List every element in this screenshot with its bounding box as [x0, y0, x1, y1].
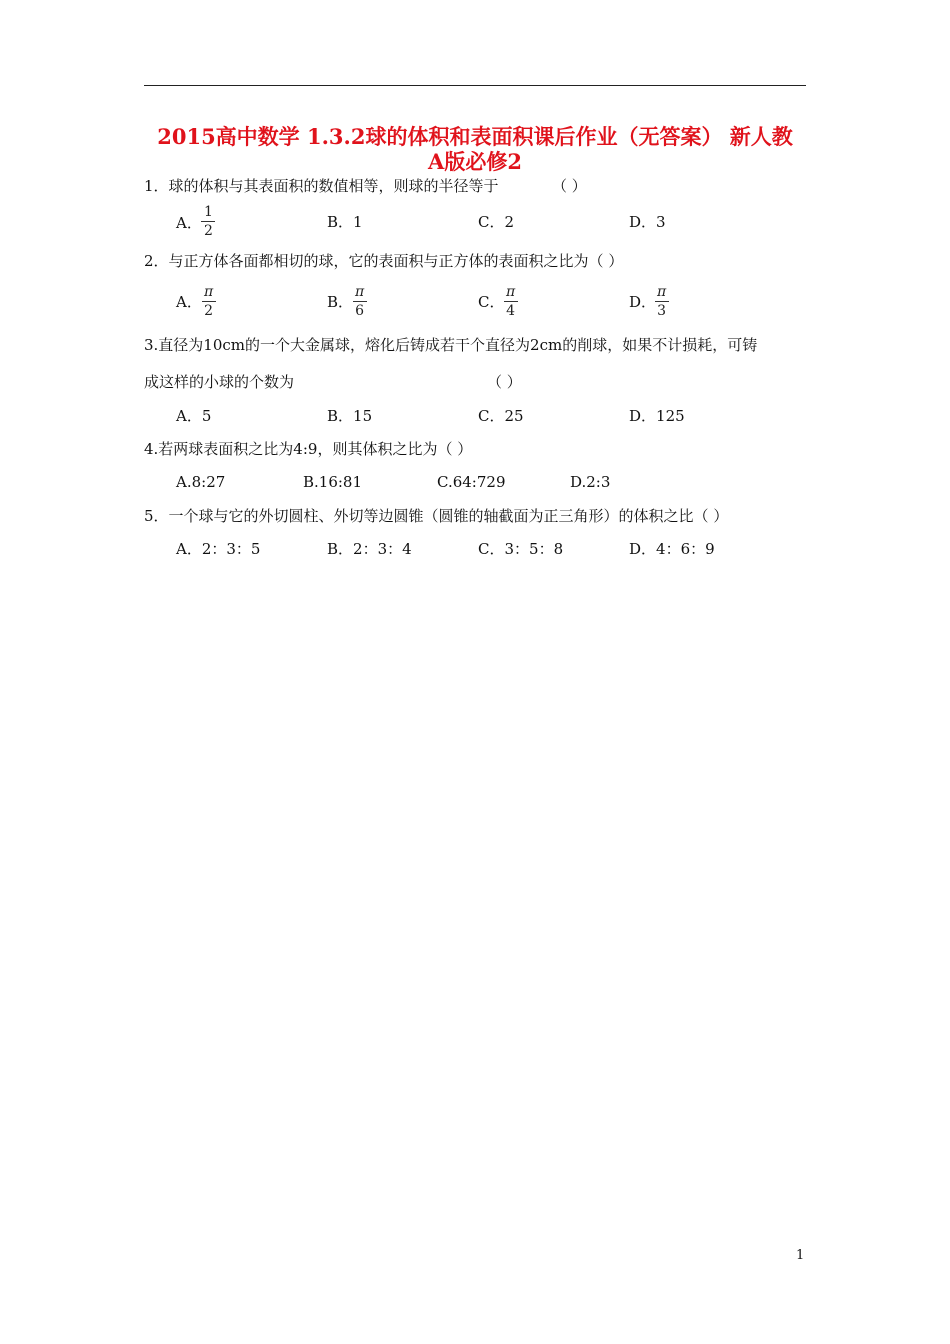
question-1-option-b: B．1	[327, 213, 363, 231]
fraction-numerator: π	[657, 284, 667, 300]
question-4-option-b: B.16:81	[303, 473, 363, 491]
question-1-option-c: C．2	[478, 213, 515, 231]
option-label: D．	[629, 293, 657, 311]
question-4-text: 4.若两球表面积之比为4:9，则其体积之比为（ ）	[144, 440, 473, 458]
question-2-option-b	[327, 291, 353, 312]
question-5-option-c: C．3：5：8	[478, 540, 564, 558]
question-5-option-b: B．2：3：4	[327, 540, 412, 558]
question-2-option-b-fraction	[352, 283, 367, 320]
document-title-line-2: A版必修2	[428, 149, 522, 174]
fraction-denominator: 2	[204, 303, 214, 319]
question-1-text: 1．球的体积与其表面积的数值相等，则球的半径等于	[144, 177, 499, 195]
question-3-option-a: A．5	[176, 407, 212, 425]
option-label: C．	[478, 293, 505, 311]
question-3-option-c: C．25	[478, 407, 524, 425]
document-title-line-1: 2015高中数学 1.3.2球的体积和表面积课后作业（无答案） 新人教	[157, 124, 793, 149]
question-1-option-d: D．3	[629, 213, 666, 231]
question-2-option-a	[176, 291, 202, 312]
question-3-option-b: B．15	[327, 407, 373, 425]
header-rule	[144, 85, 806, 86]
option-label: A．	[176, 214, 202, 232]
question-3-answer-paren: （ ）	[487, 373, 522, 391]
page-number: 1	[796, 1248, 805, 1263]
question-5-option-a: A．2：3：5	[176, 540, 261, 558]
question-3-text-line-2: 成这样的小球的个数为	[144, 373, 295, 391]
option-label: A．	[176, 293, 202, 311]
fraction-numerator: 1	[204, 204, 213, 220]
question-2-option-a-fraction	[201, 283, 216, 320]
fraction-denominator: 4	[506, 303, 516, 319]
fraction-numerator: π	[506, 284, 516, 300]
question-2-text: 2．与正方体各面都相切的球，它的表面积与正方体的表面积之比为（ ）	[144, 252, 624, 270]
question-4-option-d: D.2:3	[570, 473, 611, 491]
fraction-denominator: 6	[355, 303, 365, 319]
question-1-option-a-fraction	[201, 203, 216, 240]
question-1-answer-paren: （ ）	[552, 177, 587, 195]
question-4-option-c: C.64:729	[437, 473, 506, 491]
question-2-option-c-fraction	[503, 283, 518, 320]
fraction-denominator: 3	[657, 303, 667, 319]
question-3-text-line-1: 3.直径为10cm的一个大金属球，熔化后铸成若干个直径为2cm的削球，如果不计损耗，可铸	[144, 336, 758, 354]
question-2-option-d	[629, 291, 656, 312]
question-2-option-d-fraction	[654, 283, 669, 320]
question-5-option-d: D．4：6：9	[629, 540, 715, 558]
question-2-option-c	[478, 291, 504, 312]
question-4-option-a: A.8:27	[176, 473, 226, 491]
question-3-option-d: D．125	[629, 407, 685, 425]
fraction-numerator: π	[204, 284, 214, 300]
question-5-text: 5．一个球与它的外切圆柱、外切等边圆锥（圆锥的轴截面为正三角形）的体积之比（ ）	[144, 507, 729, 525]
fraction-numerator: π	[355, 284, 365, 300]
question-1-option-a	[176, 212, 202, 233]
fraction-denominator: 2	[204, 223, 213, 239]
option-label: B．	[327, 293, 354, 311]
